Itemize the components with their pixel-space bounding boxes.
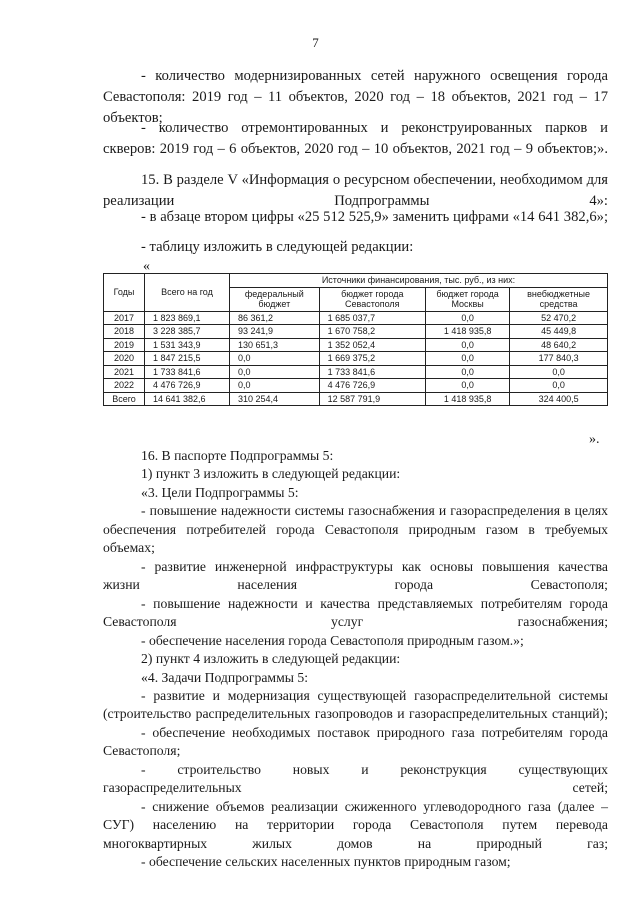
paragraph-parks: - количество отремонтированных и реконструированных парков и скверов: 2019 год – 6 объектов, 2020 год – 10 объектов, 2021 год – 9 объектов;». [103,120,608,157]
paragraph-tasks-heading: «4. Задачи Подпрограммы 5: [141,669,309,685]
paragraph-goal-3: - повышение надежности и качества представляемых потребителям города Севастополя услуг газоснабжения; [103,595,608,630]
page-number: 7 [312,35,319,50]
paragraph-task-4: - снижение объемов реализации сжиженного углеводородного газа (далее – СУГ) населению на территории города Севастополя путем перевода многоквартирных жилых домов на природный газ; [103,798,608,851]
cell-year: 2019 [104,338,145,352]
cell-extrabudget: 45 449,8 [510,325,608,339]
cell-total: 1 733 841,6 [145,365,230,379]
opening-quote: « [143,259,150,274]
cell-total: 1 531 343,9 [145,338,230,352]
cell-extrabudget: 0,0 [510,379,608,393]
cell-extrabudget: 324 400,5 [510,392,608,406]
cell-moscow: 0,0 [426,379,510,393]
cell-sevastopol: 1 669 375,2 [319,352,425,366]
cell-sevastopol: 1 670 758,2 [319,325,425,339]
table-row [104,338,608,352]
paragraph-point-4: 2) пункт 4 изложить в следующей редакции: [141,651,401,667]
cell-extrabudget: 0,0 [510,365,608,379]
header-moscow: бюджет города Москвы [426,287,510,311]
cell-federal: 0,0 [230,365,320,379]
cell-extrabudget: 177 840,3 [510,352,608,366]
cell-moscow: 1 418 935,8 [426,392,510,406]
header-sevastopol: бюджет города Севастополя [319,287,425,311]
paragraph-goal-1: - повышение надежности системы газоснабжения и газораспределения в целях обеспечения потребителей города Севастополя природным газом в требуемых объемах; [103,503,608,556]
cell-year: 2022 [104,379,145,393]
paragraph-section-v: 15. В разделе V «Информация о ресурсном обеспечении, необходимом для реализации Подпрограммы 4»: [103,172,608,209]
header-total: Всего на год [145,274,230,312]
cell-total: 4 476 726,9 [145,379,230,393]
cell-moscow: 1 418 935,8 [426,325,510,339]
cell-sevastopol: 1 685 037,7 [319,311,425,325]
table-row [104,365,608,379]
paragraph-point-3: 1) пункт 3 изложить в следующей редакции: [141,466,401,482]
paragraph-goal-2: - развитие инженерной инфраструктуры как основы повышения качества жизни населения города Севастополя; [103,558,608,593]
table-row [104,311,608,325]
header-years: Годы [104,274,145,312]
cell-year: 2017 [104,311,145,325]
cell-total: 14 641 382,6 [145,392,230,406]
header-sources: Источники финансирования, тыс. руб., из них: [230,274,608,288]
paragraph-task-3: - строительство новых и реконструкция существующих газораспределительных сетей; [103,761,608,796]
cell-federal: 0,0 [230,352,320,366]
cell-sevastopol: 4 476 726,9 [319,379,425,393]
paragraph-task-5: - обеспечение сельских населенных пунктов природным газом; [141,854,511,870]
paragraph-task-1: - развитие и модернизация существующей газораспределительной системы (строительство распределительных газопроводов и газораспределительных станций); [103,687,608,722]
cell-sevastopol: 1 733 841,6 [319,365,425,379]
cell-year: 2018 [104,325,145,339]
cell-federal: 310 254,4 [230,392,320,406]
paragraph-16: 16. В паспорте Подпрограммы 5: [141,448,334,463]
cell-sevastopol: 12 587 791,9 [319,392,425,406]
paragraph-table-intro: - таблицу изложить в следующей редакции: [141,239,414,255]
cell-extrabudget: 52 470,2 [510,311,608,325]
paragraph-replace-figures: - в абзаце втором цифры «25 512 525,9» заменить цифрами «14 641 382,6»; [141,209,608,225]
cell-moscow: 0,0 [426,338,510,352]
cell-year: 2021 [104,365,145,379]
header-federal: федеральный бюджет [230,287,320,311]
cell-federal: 93 241,9 [230,325,320,339]
cell-federal: 130 651,3 [230,338,320,352]
cell-year: Всего [104,392,145,406]
cell-year: 2020 [104,352,145,366]
paragraph-task-2: - обеспечение необходимых поставок природного газа потребителям города Севастополя; [103,724,608,759]
paragraph-lighting-networks: - количество модернизированных сетей наружного освещения города Севастополя: 2019 год – 11 объектов, 2020 год – 18 объектов, 2021 год – 17 объектов; [103,68,608,126]
cell-total: 1 823 869,1 [145,311,230,325]
cell-moscow: 0,0 [426,365,510,379]
cell-sevastopol: 1 352 052,4 [319,338,425,352]
cell-federal: 0,0 [230,379,320,393]
paragraph-goal-4: - обеспечение населения города Севастополя природным газом.»; [141,632,524,648]
paragraph-goals-heading: «3. Цели Подпрограммы 5: [141,484,299,500]
cell-total: 3 228 385,7 [145,325,230,339]
table-row [104,325,608,339]
cell-total: 1 847 215,5 [145,352,230,366]
table-row [104,379,608,393]
header-extrabudget: внебюджетные средства [510,287,608,311]
cell-extrabudget: 48 640,2 [510,338,608,352]
table-row [104,352,608,366]
financing-table [103,273,608,406]
cell-moscow: 0,0 [426,311,510,325]
cell-moscow: 0,0 [426,352,510,366]
table-row-total [104,392,608,406]
closing-quote: ». [589,432,600,447]
cell-federal: 86 361,2 [230,311,320,325]
